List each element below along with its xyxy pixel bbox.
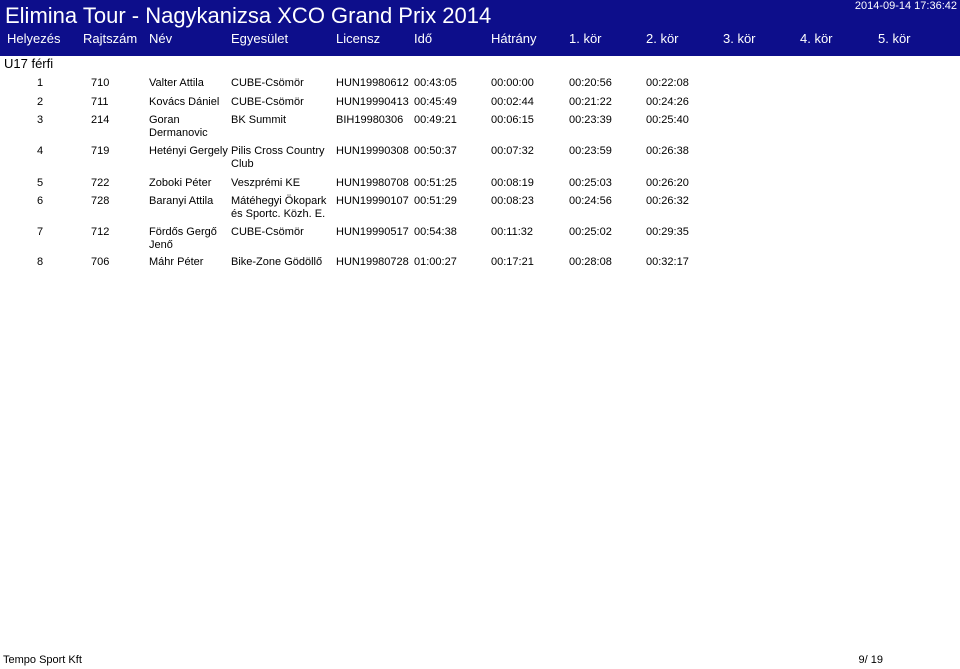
col-header-kor-2: 2. kör xyxy=(646,31,679,46)
cell-helyezes: 8 xyxy=(37,256,44,268)
cell-hatrany: 00:06:15 xyxy=(491,114,534,126)
cell-licensz: HUN19980612 xyxy=(336,77,409,89)
cell-egyesulet: Mátéhegyi Ökopark és Sportc. Közh. E. xyxy=(231,195,327,220)
cell-helyezes: 3 xyxy=(37,114,44,126)
cell-kor-2: 00:26:20 xyxy=(646,177,689,189)
cell-kor-2: 00:26:32 xyxy=(646,195,689,207)
cell-kor-2: 00:22:08 xyxy=(646,77,689,89)
cell-ido: 00:43:05 xyxy=(414,77,457,89)
cell-egyesulet: Veszprémi KE xyxy=(231,177,301,189)
cell-kor-1: 00:20:56 xyxy=(569,77,612,89)
cell-rajtszam: 719 xyxy=(91,145,110,157)
cell-hatrany: 00:08:19 xyxy=(491,177,534,189)
cell-egyesulet: CUBE-Csömör xyxy=(231,226,304,238)
cell-helyezes: 2 xyxy=(37,96,44,108)
cell-rajtszam: 711 xyxy=(91,96,109,108)
cell-egyesulet: BK Summit xyxy=(231,114,287,126)
cell-nev: Baranyi Attila xyxy=(149,195,214,207)
cell-nev: Hetényi Gergely xyxy=(149,145,228,157)
col-header-hatrany: Hátrány xyxy=(491,31,537,46)
cell-nev: Valter Attila xyxy=(149,77,204,89)
cell-ido: 00:45:49 xyxy=(414,96,457,108)
cell-rajtszam: 214 xyxy=(91,114,110,126)
cell-nev: Kovács Dániel xyxy=(149,96,220,108)
cell-ido: 00:50:37 xyxy=(414,145,457,157)
cell-hatrany: 00:07:32 xyxy=(491,145,534,157)
col-header-helyezes: Helyezés xyxy=(7,31,61,46)
cell-kor-2: 00:32:17 xyxy=(646,256,689,268)
col-header-kor-1: 1. kör xyxy=(569,31,602,46)
cell-nev: Goran Dermanovic xyxy=(149,114,208,139)
cell-kor-2: 00:25:40 xyxy=(646,114,689,126)
cell-rajtszam: 710 xyxy=(91,77,110,89)
page-number: 9/ 19 xyxy=(858,654,883,666)
col-header-ido: Idő xyxy=(414,31,433,46)
cell-kor-2: 00:24:26 xyxy=(646,96,689,108)
cell-nev: Fördős Gergő Jenő xyxy=(149,226,217,251)
cell-licensz: HUN19980728 xyxy=(336,256,409,268)
title-bar xyxy=(0,0,960,56)
col-header-kor-5: 5. kör xyxy=(878,31,911,46)
cell-kor-1: 00:24:56 xyxy=(569,195,612,207)
cell-egyesulet: CUBE-Csömör xyxy=(231,96,304,108)
col-header-licensz: Licensz xyxy=(336,31,381,46)
cell-helyezes: 4 xyxy=(37,145,44,157)
cell-rajtszam: 728 xyxy=(91,195,110,207)
cell-rajtszam: 706 xyxy=(91,256,110,268)
cell-ido: 00:51:29 xyxy=(414,195,457,207)
cell-hatrany: 00:08:23 xyxy=(491,195,534,207)
cell-helyezes: 6 xyxy=(37,195,44,207)
cell-hatrany: 00:00:00 xyxy=(491,77,534,89)
page-title: Elimina Tour - Nagykanizsa XCO Grand Prix 2014 xyxy=(5,3,492,28)
cell-hatrany: 00:11:32 xyxy=(491,226,534,238)
cell-kor-1: 00:25:02 xyxy=(569,226,612,238)
timestamp: 2014-09-14 17:36:42 xyxy=(854,0,957,12)
cell-ido: 01:00:27 xyxy=(414,256,457,268)
cell-licensz: HUN19990107 xyxy=(336,195,409,207)
cell-kor-1: 00:23:39 xyxy=(569,114,612,126)
cell-helyezes: 5 xyxy=(37,177,44,189)
col-header-kor-4: 4. kör xyxy=(800,31,833,46)
cell-ido: 00:54:38 xyxy=(414,226,457,238)
cell-helyezes: 7 xyxy=(37,226,44,238)
cell-licensz: HUN19990413 xyxy=(336,96,409,108)
cell-licensz: HUN19980708 xyxy=(336,177,409,189)
cell-kor-2: 00:29:35 xyxy=(646,226,689,238)
cell-helyezes: 1 xyxy=(37,77,44,89)
col-header-rajtszam: Rajtszám xyxy=(83,31,138,46)
cell-egyesulet: CUBE-Csömör xyxy=(231,77,304,89)
cell-licensz: HUN19990517 xyxy=(336,226,409,238)
cell-nev: Zoboki Péter xyxy=(149,177,212,189)
cell-rajtszam: 712 xyxy=(91,226,110,238)
cell-kor-1: 00:23:59 xyxy=(569,145,612,157)
cell-ido: 00:49:21 xyxy=(414,114,457,126)
cell-kor-1: 00:21:22 xyxy=(569,96,612,108)
col-header-egyesulet: Egyesület xyxy=(231,31,289,46)
cell-hatrany: 00:17:21 xyxy=(491,256,534,268)
cell-ido: 00:51:25 xyxy=(414,177,457,189)
cell-nev: Máhr Péter xyxy=(149,256,204,268)
col-header-nev: Név xyxy=(149,31,173,46)
cell-egyesulet: Bike-Zone Gödöllő xyxy=(231,256,323,268)
cell-hatrany: 00:02:44 xyxy=(491,96,534,108)
cell-licensz: BIH19980306 xyxy=(336,114,404,126)
col-header-kor-3: 3. kör xyxy=(723,31,756,46)
footer-company: Tempo Sport Kft xyxy=(3,654,82,666)
cell-licensz: HUN19990308 xyxy=(336,145,409,157)
cell-rajtszam: 722 xyxy=(91,177,110,189)
group-title: U17 férfi xyxy=(4,56,54,71)
cell-egyesulet: Pilis Cross Country Club xyxy=(231,145,325,170)
cell-kor-2: 00:26:38 xyxy=(646,145,689,157)
cell-kor-1: 00:25:03 xyxy=(569,177,612,189)
cell-kor-1: 00:28:08 xyxy=(569,256,612,268)
